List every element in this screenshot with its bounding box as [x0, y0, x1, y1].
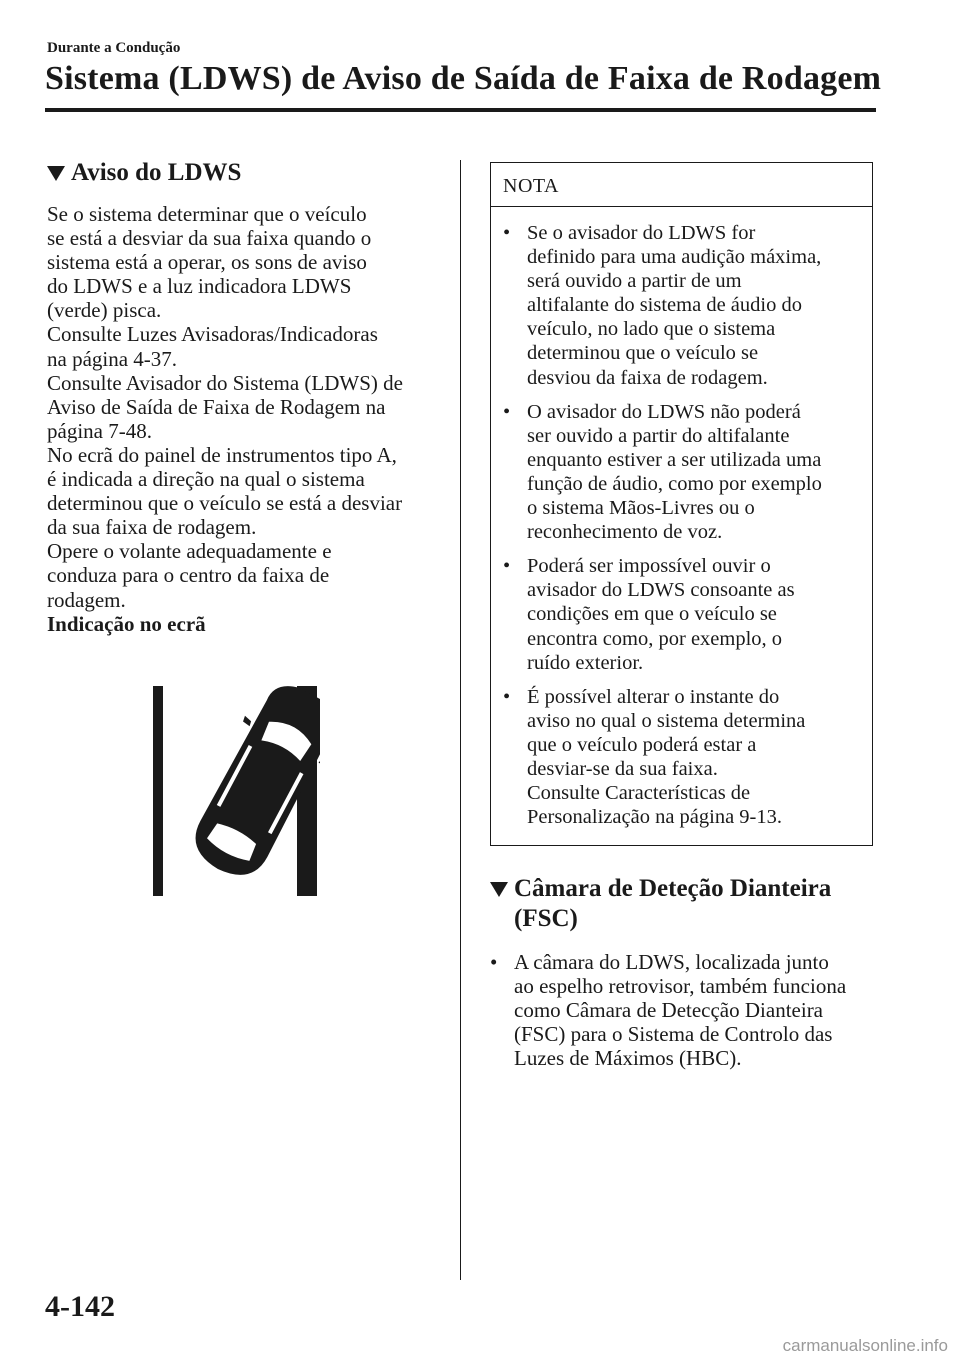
bullet-icon: • — [503, 222, 511, 244]
body-text — [47, 202, 442, 636]
list-item-line: determinou que o veículo se — [527, 342, 759, 365]
list-item-line: ser ouvido a partir do altifalante — [527, 424, 790, 447]
list-item-line: ao espelho retrovisor, também funciona — [514, 974, 847, 999]
body-line: página 7-48. — [47, 418, 152, 443]
bullet-icon: • — [503, 555, 511, 578]
bullet-icon: • — [503, 400, 511, 423]
body-line: Consulte Avisador do Sistema (LDWS) de — [47, 370, 403, 395]
list-item-line: Consulte Características de — [527, 782, 751, 805]
body-line: da sua faixa de rodagem. — [47, 515, 257, 540]
chapter-label: Durante a Condução — [47, 40, 181, 56]
list-item-line: definido para uma audição máxima, — [527, 246, 822, 269]
list-item — [503, 400, 862, 545]
body-line: do LDWS e a luz indicadora LDWS — [47, 274, 352, 299]
section-heading-fsc — [490, 874, 876, 904]
list-item-line: desviou da faixa de rodagem. — [527, 366, 768, 389]
body-line: (verde) pisca. — [47, 298, 162, 323]
list-item-line: aviso no qual o sistema determina — [527, 709, 806, 732]
list-item-line: Se o avisador do LDWS for — [527, 222, 756, 244]
page-title: Sistema (LDWS) de Aviso de Saída de Faixa de Rodagem — [45, 60, 882, 97]
list-item-line: altifalante do sistema de áudio do — [527, 294, 802, 317]
list-item-line: Poderá ser impossível ouvir o — [527, 555, 771, 578]
body-line: na página 4-37. — [47, 346, 178, 371]
column-divider — [460, 160, 461, 1280]
list-item-line: É possível alterar o instante do — [527, 685, 780, 708]
list-item-line: que o veículo poderá estar a — [527, 733, 757, 756]
list-item-line: A câmara do LDWS, localizada junto — [514, 950, 829, 974]
list-item-line: desviar-se da sua faixa. — [527, 757, 718, 780]
body-line: rodagem. — [47, 587, 126, 612]
list-item-line: será ouvido a partir de um — [527, 270, 742, 293]
title-rule — [45, 108, 876, 112]
list-item — [503, 221, 862, 390]
body-line: No ecrã do painel de instrumentos tipo A, — [47, 442, 397, 467]
watermark: carmanualsonline.info — [782, 1336, 948, 1355]
body-line: Se o sistema determinar que o veículo — [47, 202, 367, 226]
bullet-icon: • — [490, 950, 498, 974]
list-item-line: Personalização na página 9-13. — [527, 806, 783, 829]
left-column — [47, 158, 442, 636]
body-line: Opere o volante adequadamente e — [47, 539, 332, 564]
list-item-line: reconhecimento de voz. — [527, 521, 723, 544]
body-line: Consulte Luzes Avisadoras/Indicadoras — [47, 322, 378, 347]
list-item-line: O avisador do LDWS não poderá — [527, 400, 801, 423]
list-item-line: condições em que o veículo se — [527, 603, 777, 626]
right-column — [490, 162, 876, 1070]
list-item-line: veículo, no lado que o sistema — [527, 318, 776, 341]
triangle-marker-icon — [490, 882, 508, 897]
left-lane-line — [153, 686, 163, 896]
body-line: é indicada a direção na qual o sistema — [47, 467, 365, 492]
list-item-line: função de áudio, como por exemplo — [527, 472, 822, 495]
body-line: Aviso de Saída de Faixa de Rodagem na — [47, 394, 386, 419]
body-line: determinou que o veículo se está a desviar — [47, 491, 403, 516]
list-item — [503, 554, 862, 674]
fsc-list — [490, 950, 876, 1070]
display-label: Indicação no ecrã — [47, 611, 206, 636]
triangle-marker-icon — [47, 166, 65, 181]
note-box — [490, 162, 873, 846]
section-heading-text-line2: (FSC) — [514, 905, 578, 932]
section-fsc — [490, 874, 876, 1070]
section-heading-aviso — [47, 158, 442, 188]
list-item-line: enquanto estiver a ser utilizada uma — [527, 448, 822, 471]
page-number: 4-142 — [45, 1290, 115, 1323]
note-heading: NOTA — [491, 163, 872, 207]
body-line: sistema está a operar, os sons de aviso — [47, 250, 367, 275]
body-line: se está a desviar da sua faixa quando o — [47, 226, 372, 251]
bullet-icon: • — [503, 685, 511, 708]
list-item-line: o sistema Mãos-Livres ou o — [527, 497, 755, 520]
list-item-line: Luzes de Máximos (HBC). — [514, 1046, 742, 1071]
list-item — [490, 950, 876, 1070]
list-item-line: (FSC) para o Sistema de Controlo das — [514, 1022, 833, 1047]
list-item-line: como Câmara de Detecção Dianteira — [514, 998, 824, 1023]
note-list — [491, 207, 872, 829]
list-item-line: avisador do LDWS consoante as — [527, 579, 795, 602]
body-line: conduza para o centro da faixa de — [47, 563, 330, 588]
list-item-line: encontra como, por exemplo, o — [527, 627, 783, 650]
list-item — [503, 685, 862, 830]
lane-departure-car-illustration — [150, 686, 320, 896]
section-heading-text: Aviso do LDWS — [71, 159, 242, 186]
section-heading-text: Câmara de Deteção Dianteira — [514, 875, 832, 902]
list-item-line: ruído exterior. — [527, 651, 644, 674]
